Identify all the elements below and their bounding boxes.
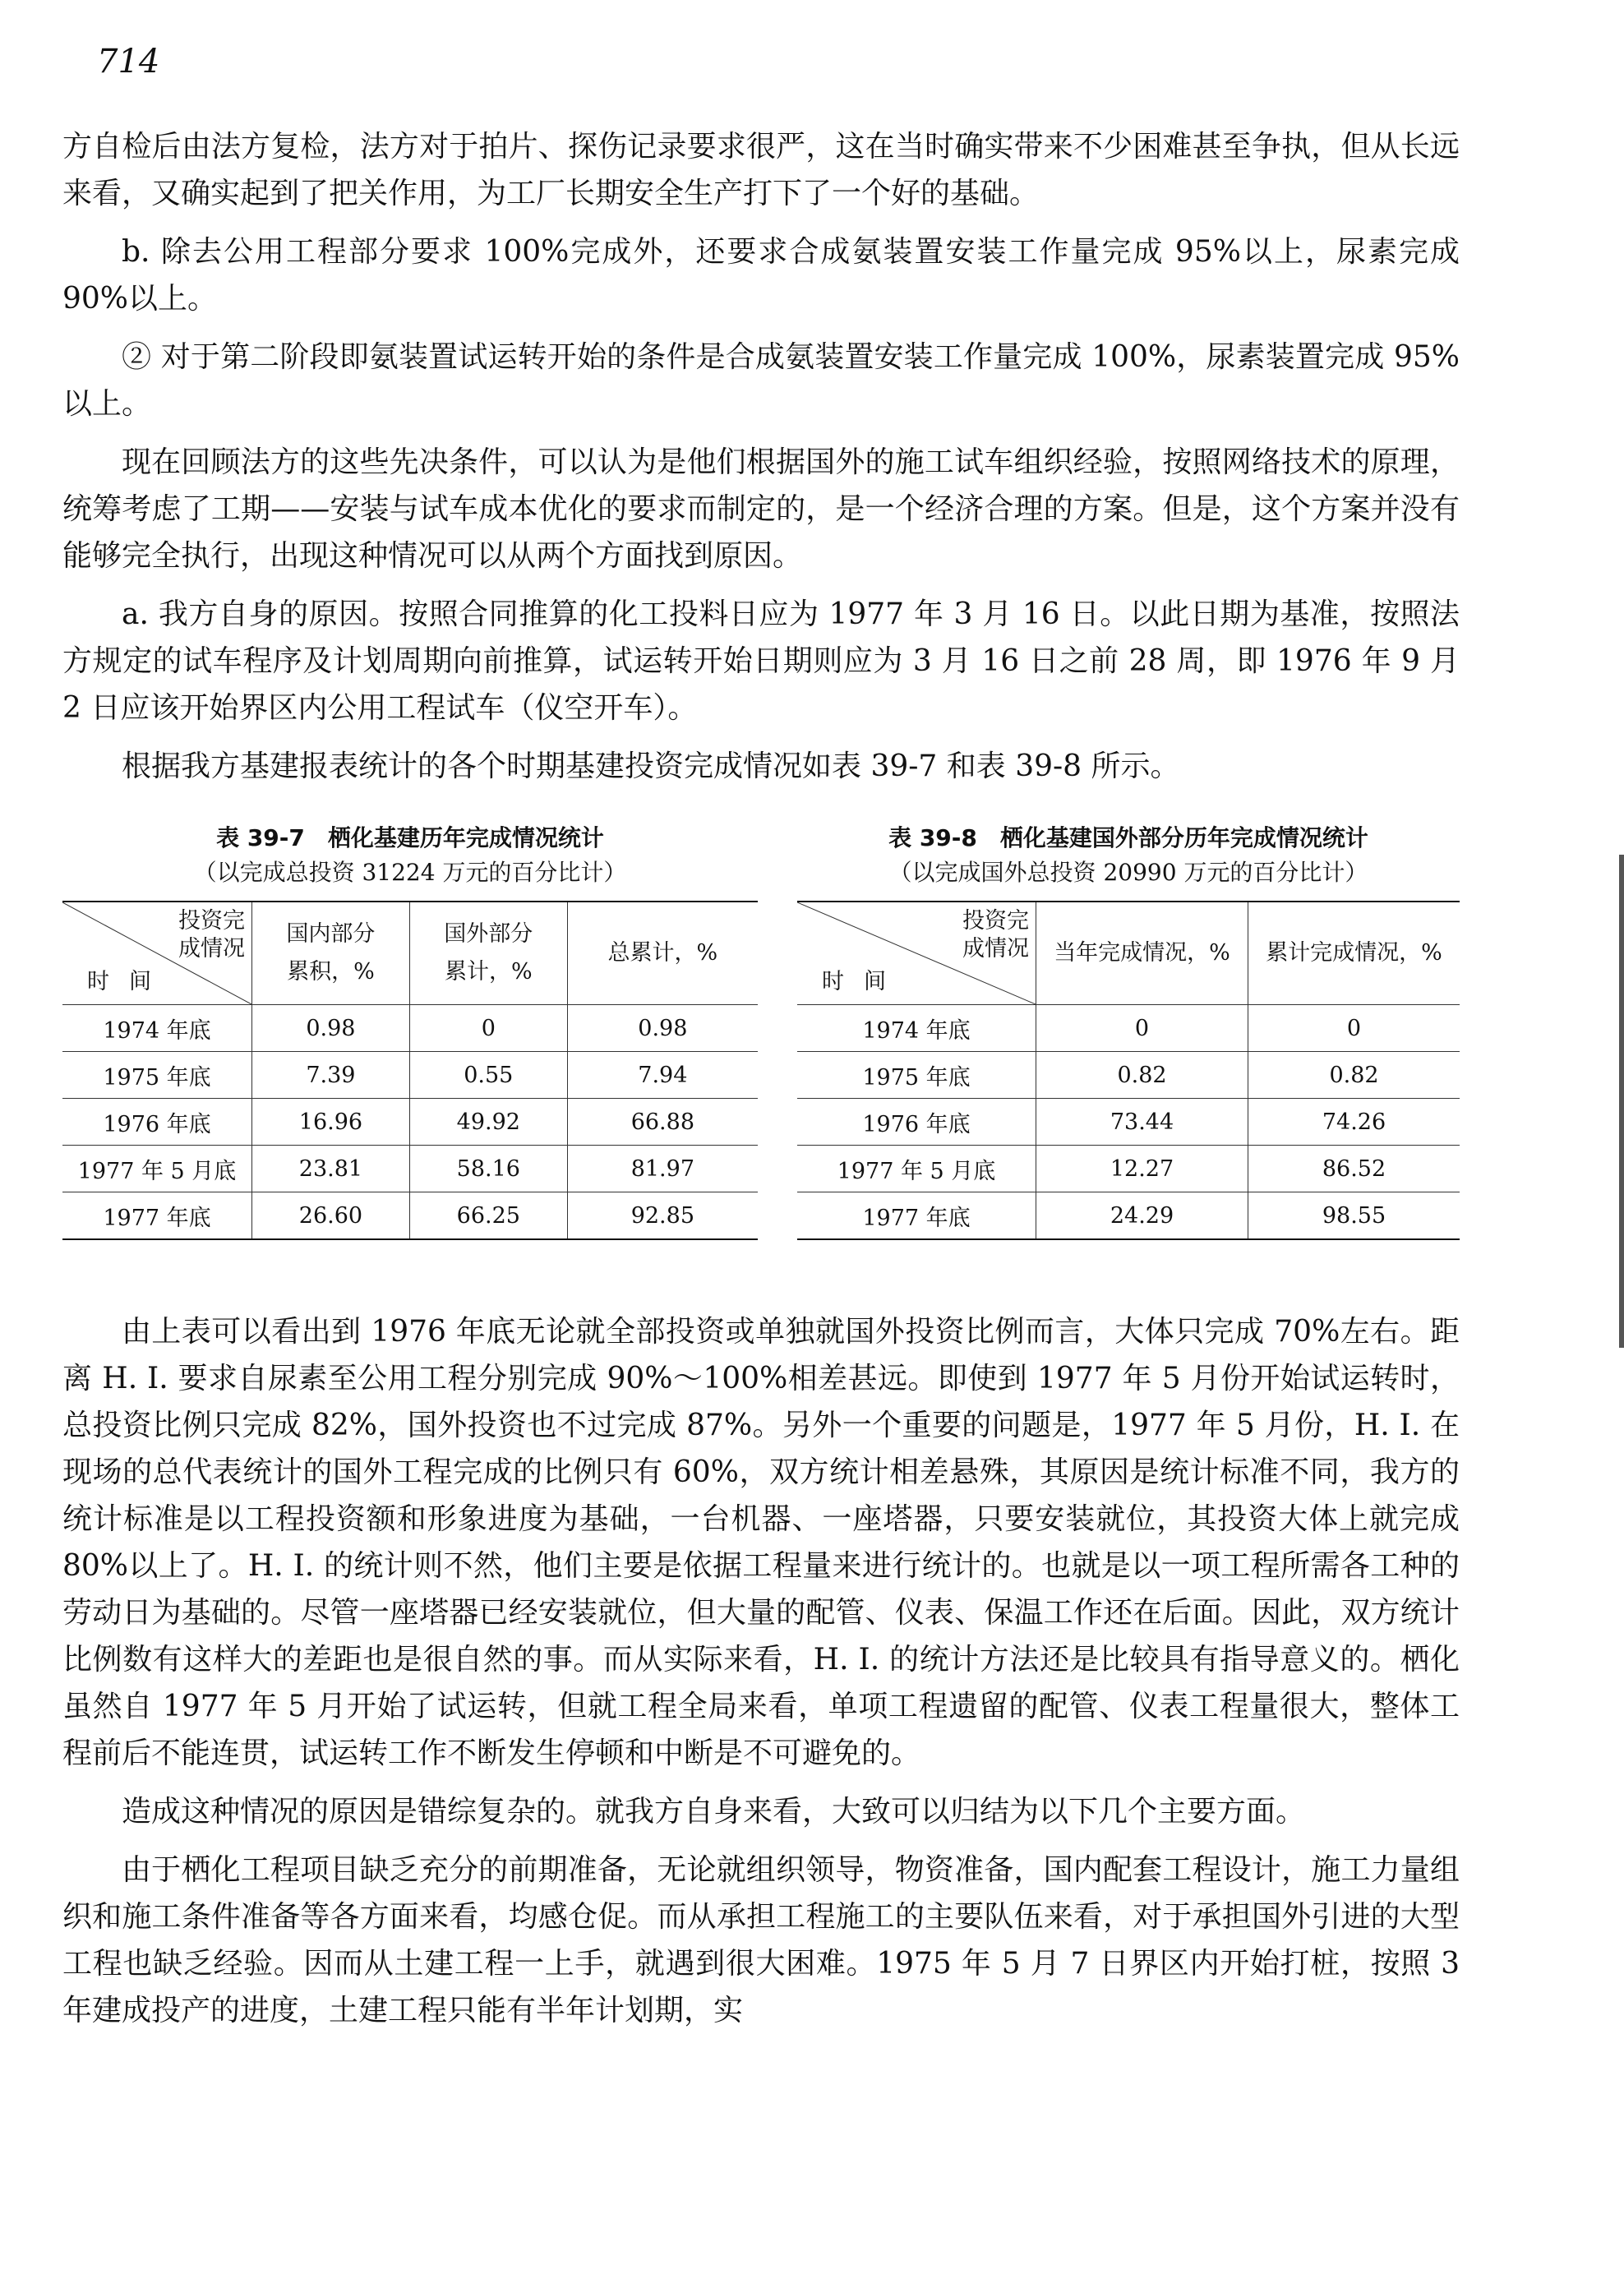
data-table: [62, 901, 758, 1240]
page-number: 714: [97, 43, 160, 81]
diagonal-header-cell: [62, 902, 252, 1005]
paragraph: 现在回顾法方的这些先决条件，可以认为是他们根据国外的施工试车组织经验，按照网络技术的原理，统筹考虑了工期——安装与试车成本优化的要求而制定的，是一个经济合理的方案。但是，这个方案并没有能够完全执行，出现这种情况可以从两个方面找到原因。: [62, 445, 1460, 573]
paragraph: 由于栖化工程项目缺乏充分的前期准备，无论就组织领导，物资准备，国内配套工程设计，施工力量组织和施工条件准备等各方面来看，均感仓促。而从承担工程施工的主要队伍来看，对于承担国外引进的大型工程也缺乏经验。因而从土建工程一上手，就遇到很大困难。1975 年 5 月 7 日界区内开始打桩，按照 3 年建成投产的进度，土建工程只能有半年计划期，实: [62, 1853, 1460, 2027]
diag-header-bottom: 时间: [822, 969, 906, 994]
paragraph: 造成这种情况的原因是错综复杂的。就我方自身来看，大致可以归结为以下几个主要方面。: [122, 1795, 1306, 1829]
row-label: 1976 年底: [797, 1099, 1036, 1146]
row-label: 1977 年底: [797, 1192, 1036, 1240]
table-row: [62, 1146, 758, 1192]
table-cell: 92.85: [567, 1192, 758, 1240]
paragraph: a. 我方自身的原因。按照合同推算的化工投料日应为 1977 年 3 月 16 日。以此日期为基准，按照法方规定的试车程序及计划周期向前推算，试运转开始日期则应为 3 月 16 日之前 28 周，即 1976 年 9 月 2 日应该开始界区内公用工程试车（仪空开车）。: [62, 597, 1460, 725]
row-label: 1976 年底: [62, 1099, 252, 1146]
table-cell: 0: [409, 1005, 567, 1052]
column-header: 总累计，%: [567, 902, 758, 1005]
table-header-row: [797, 902, 1460, 1005]
diag-header-top: 投资完 成情况: [962, 908, 1029, 962]
paragraph: 根据我方基建报表统计的各个时期基建投资完成情况如表 39-7 和表 39-8 所示。: [122, 749, 1180, 783]
table-row: [797, 1005, 1460, 1052]
table-row: [797, 1052, 1460, 1099]
table-row: [62, 1192, 758, 1240]
table-cell: 7.94: [567, 1052, 758, 1099]
table-header-row: [62, 902, 758, 1005]
row-label: 1977 年 5 月底: [62, 1146, 252, 1192]
paragraph: 方自检后由法方复检，法方对于拍片、探伤记录要求很严，这在当时确实带来不少困难甚至争执，但从长远来看，又确实起到了把关作用，为工厂长期安全生产打下了一个好的基础。: [62, 130, 1460, 210]
table-row: [797, 1099, 1460, 1146]
diag-header-bottom: 时间: [87, 969, 171, 994]
table-cell: 98.55: [1248, 1192, 1460, 1240]
data-table: [797, 901, 1460, 1240]
table-cell: 16.96: [252, 1099, 410, 1146]
table-cell: 73.44: [1036, 1099, 1248, 1146]
table-cell: 23.81: [252, 1146, 410, 1192]
column-header: 国外部分 累计，%: [409, 902, 567, 1005]
top-text-block: [62, 123, 1460, 790]
table-cell: 58.16: [409, 1146, 567, 1192]
table-cell: 26.60: [252, 1192, 410, 1240]
table-row: [797, 1146, 1460, 1192]
column-header: 当年完成情况，%: [1036, 902, 1248, 1005]
diagonal-header-cell: [797, 902, 1036, 1005]
table-row: [797, 1192, 1460, 1240]
table-cell: 86.52: [1248, 1146, 1460, 1192]
row-label: 1975 年底: [62, 1052, 252, 1099]
table-cell: 0: [1248, 1005, 1460, 1052]
diag-header-top: 投资完 成情况: [178, 908, 245, 962]
table-39-8: [797, 822, 1460, 1240]
table-row: [62, 1052, 758, 1099]
row-label: 1974 年底: [62, 1005, 252, 1052]
table-cell: 24.29: [1036, 1192, 1248, 1240]
table-cell: 0: [1036, 1005, 1248, 1052]
table-39-7: [62, 822, 758, 1240]
scan-edge-mark: [1619, 855, 1624, 1348]
table-subtitle: （以完成总投资 31224 万元的百分比计）: [193, 859, 627, 886]
table-subtitle: （以完成国外总投资 20990 万元的百分比计）: [888, 859, 1368, 886]
row-label: 1977 年底: [62, 1192, 252, 1240]
table-row: [62, 1005, 758, 1052]
table-title: 表 39-8 栖化基建国外部分历年完成情况统计: [888, 824, 1368, 851]
table-cell: 74.26: [1248, 1099, 1460, 1146]
table-cell: 66.88: [567, 1099, 758, 1146]
table-cell: 0.98: [567, 1005, 758, 1052]
table-cell: 7.39: [252, 1052, 410, 1099]
row-label: 1974 年底: [797, 1005, 1036, 1052]
table-cell: 0.82: [1248, 1052, 1460, 1099]
table-cell: 12.27: [1036, 1146, 1248, 1192]
column-header: 国内部分 累积，%: [252, 902, 410, 1005]
table-cell: 0.55: [409, 1052, 567, 1099]
table-cell: 81.97: [567, 1146, 758, 1192]
table-cell: 0.82: [1036, 1052, 1248, 1099]
table-cell: 49.92: [409, 1099, 567, 1146]
column-header: 累计完成情况，%: [1248, 902, 1460, 1005]
table-title: 表 39-7 栖化基建历年完成情况统计: [216, 824, 604, 851]
paragraph: b. 除去公用工程部分要求 100%完成外，还要求合成氨装置安装工作量完成 95%以上，尿素完成 90%以上。: [62, 235, 1460, 316]
paragraph: ② 对于第二阶段即氨装置试运转开始的条件是合成氨装置安装工作量完成 100%，尿素装置完成 95%以上。: [62, 340, 1460, 421]
row-label: 1977 年 5 月底: [797, 1146, 1036, 1192]
table-row: [62, 1099, 758, 1146]
bottom-text-block: [62, 1308, 1460, 2034]
row-label: 1975 年底: [797, 1052, 1036, 1099]
table-cell: 66.25: [409, 1192, 567, 1240]
table-cell: 0.98: [252, 1005, 410, 1052]
paragraph: 由上表可以看出到 1976 年底无论就全部投资或单独就国外投资比例而言，大体只完成 70%左右。距离 H. I. 要求自尿素至公用工程分别完成 90%～100%相差甚远。即使到 1977 年 5 月份开始试运转时，总投资比例只完成 82%，国外投资也不过完成 87%。另外一个重要的问题是，1977 年 5 月份，H. I. 在现场的总代表统计的国外工程完成的比例只有 60%，双方统计相差悬殊，其原因是统计标准不同，我方的统计标准是以工程投资额和形象进度为基础，一台机器、一座塔器，只要安装就位，其投资大体上就完成 80%以上了。H. I. 的统计则不然，他们主要是依据工程量来进行统计的。也就是以一项工程所需各工种的劳动日为基础的。尽管一座塔器已经安装就位，但大量的配管、仪表、保温工作还在后面。因此，双方统计比例数有这样大的差距也是很自然的事。而从实际来看，H. I. 的统计方法还是比较具有指导意义的。栖化虽然自 1977 年 5 月开始了试运转，但就工程全局来看，单项工程遗留的配管、仪表工程量很大，整体工程前后不能连贯，试运转工作不断发生停顿和中断是不可避免的。: [62, 1315, 1460, 1770]
